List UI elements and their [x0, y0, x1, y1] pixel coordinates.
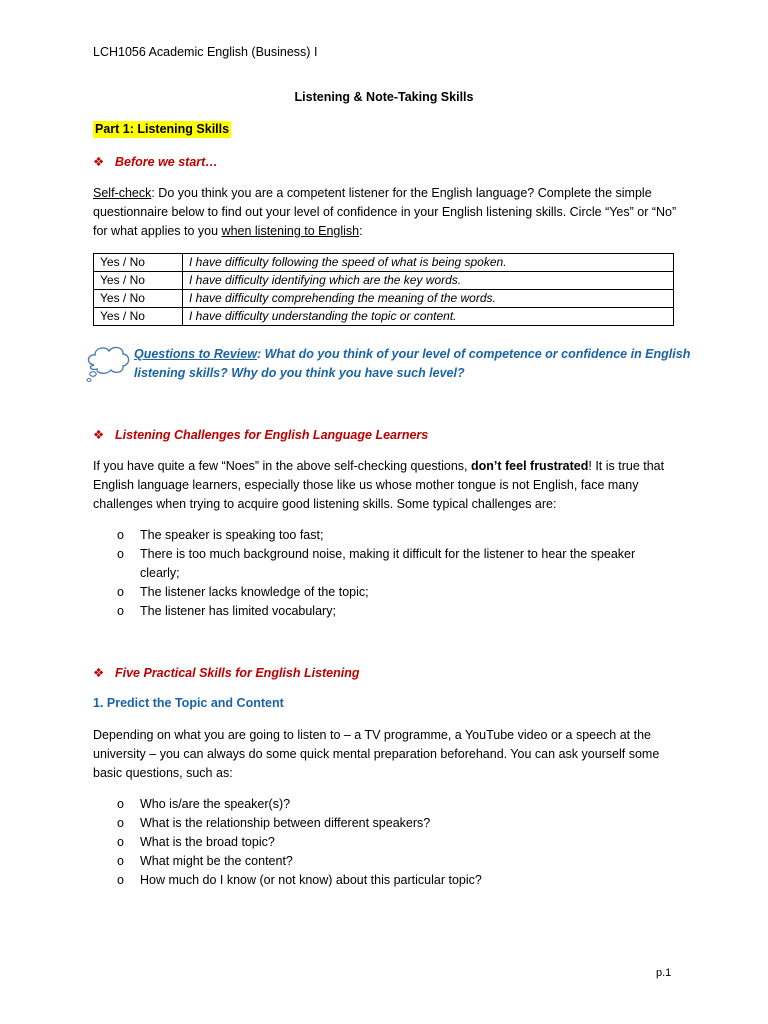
list-item: o What is the relationship between different speakers?	[117, 814, 677, 833]
list-item: o How much do I know (or not know) about this particular topic?	[117, 871, 677, 890]
questions-to-review: Questions to Review: What do you think of your level of competence or confidence in English listening skills? Why do you think you have such level?	[134, 347, 691, 380]
list-item: o The listener lacks knowledge of the topic;	[117, 583, 677, 602]
document-title: Listening & Note-Taking Skills	[294, 90, 474, 104]
yes-no-option[interactable]: Yes / No	[94, 272, 183, 290]
table-row	[94, 272, 674, 290]
self-check-label: Self-check	[93, 186, 152, 200]
section-title: Five Practical Skills for English Listening	[115, 666, 360, 680]
skill1-heading: 1. Predict the Topic and Content	[93, 696, 284, 710]
skill1-paragraph: Depending on what you are going to listen to – a TV programme, a YouTube video or a speech at the university – you can always do some quick mental preparation beforehand. You can ask yourself some basic questions, such as:	[93, 728, 660, 780]
list-item: o There is too much background noise, making it difficult for the listener to hear the speaker clearly;	[117, 547, 636, 580]
section-title: Listening Challenges for English Language Learners	[115, 428, 429, 442]
list-item: o What might be the content?	[117, 852, 677, 871]
bullet-icon: o	[117, 547, 124, 561]
table-row	[94, 254, 674, 272]
bullet-icon: o	[117, 873, 124, 887]
section-title: Before we start…	[115, 155, 218, 169]
list-item: o The speaker is speaking too fast;	[117, 526, 677, 545]
section-five-practical-skills	[93, 665, 360, 680]
page-number: p.1	[656, 967, 672, 979]
diamond-bullet-icon: ❖	[93, 666, 105, 680]
table-row	[94, 308, 674, 326]
bullet-icon: o	[117, 797, 124, 811]
diamond-bullet-icon: ❖	[93, 155, 105, 169]
section-before-we-start	[93, 154, 218, 169]
part1-heading: Part 1: Listening Skills	[95, 122, 230, 136]
yes-no-option[interactable]: Yes / No	[94, 308, 183, 326]
bullet-icon: o	[117, 816, 124, 830]
bullet-icon: o	[117, 585, 124, 599]
statement: I have difficulty following the speed of what is being spoken.	[183, 254, 674, 272]
statement: I have difficulty understanding the topic or content.	[183, 308, 674, 326]
yes-no-option[interactable]: Yes / No	[94, 290, 183, 308]
self-check-paragraph: Self-check: Do you think you are a competent listener for the English language? Complete the simple questionnaire below to find out your level of confidence in your English listening skills. Circle “Yes” or “No” for what applies to you when listening to English:	[93, 186, 677, 238]
statement: I have difficulty identifying which are the key words.	[183, 272, 674, 290]
questionnaire-table	[93, 253, 674, 326]
thought-cloud-icon	[84, 343, 132, 385]
list-item: o What is the broad topic?	[117, 833, 677, 852]
bullet-icon: o	[117, 528, 124, 542]
challenges-list	[117, 526, 677, 621]
section-listening-challenges	[93, 427, 428, 442]
yes-no-option[interactable]: Yes / No	[94, 254, 183, 272]
course-header: LCH1056 Academic English (Business) I	[93, 45, 318, 59]
list-item: o The listener has limited vocabulary;	[117, 602, 677, 621]
skill1-questions-list	[117, 795, 677, 890]
challenges-paragraph: If you have quite a few “Noes” in the above self-checking questions, don’t feel frustrated! It is true that English language learners, especially those like us whose mother tongue is not English, face many challenges when trying to acquire good listening skills. Some typical challenges are:	[93, 459, 665, 511]
bullet-icon: o	[117, 604, 124, 618]
diamond-bullet-icon: ❖	[93, 428, 105, 442]
table-row	[94, 290, 674, 308]
bullet-icon: o	[117, 854, 124, 868]
statement: I have difficulty comprehending the meaning of the words.	[183, 290, 674, 308]
list-item: o Who is/are the speaker(s)?	[117, 795, 677, 814]
bullet-icon: o	[117, 835, 124, 849]
